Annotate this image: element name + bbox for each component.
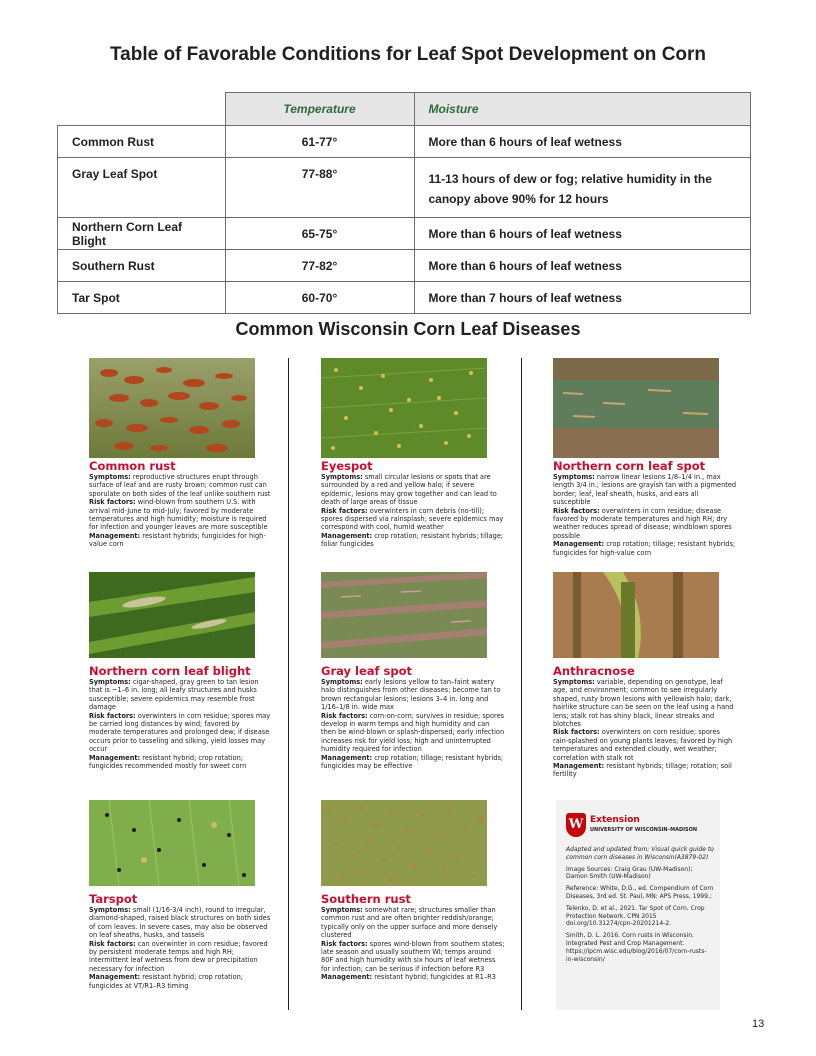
uw-crest-icon: W (566, 813, 586, 837)
page-number: 13 (752, 1018, 765, 1030)
column-divider (521, 358, 522, 1010)
disease-card-common-rust (89, 358, 273, 549)
extension-name: Extension (590, 815, 640, 825)
table-row (58, 126, 751, 158)
disease-description: Symptoms: early lesions yellow to tan–faint watery halo distinguishes from other diseases; become tan to brown rectangular lesions; lesions 3–4 in. long and 1/16–1/8 in. wide max Risk factors: corn-on-corn; survives in residue; spores develop in warm temps and high humidity and can then be wind-blown or splash-dispersed; early infection increases risk for yield loss; high and uninterrupted humidity required for infection Management: crop rotation; tillage; resistant hybrids; fungicides may be effective (321, 678, 505, 771)
disease-description: Symptoms: reproductive structures erupt through surface of leaf and are rusty brown; common rust can sporulate on both sides of the leaf unlike southern rust Risk factors: wind-blown from southern U.S. with arrival mid-June to mid-July; favored by moderate temperatures and high humidity; moisture is required for infection and younger leaves are more susceptible Management: resistant hybrids; fungicides for high-value corn (89, 473, 271, 549)
table-row (58, 218, 751, 250)
disease-card-gray-leaf-spot (321, 572, 505, 770)
northern-corn-leaf-spot-photo (553, 358, 719, 458)
disease-cell: Southern Rust (58, 250, 226, 282)
disease-cell: Tar Spot (58, 282, 226, 314)
table-header-temperature: Temperature (225, 93, 414, 126)
disease-cell: Northern Corn Leaf Blight (58, 218, 226, 250)
page-title: Table of Favorable Conditions for Leaf Spot Development on Corn (109, 44, 707, 65)
reference-2: Telenko, D. et al., 2021. Tar Spot of Corn. Crop Protection Network. CPN 2015 doi.org/10.31274/cpn-20201214-2. (566, 904, 705, 928)
disease-name: Northern corn leaf blight (89, 664, 251, 678)
temperature-cell: 60-70° (225, 282, 414, 314)
disease-cell: Gray Leaf Spot (58, 158, 226, 218)
disease-name: Gray leaf spot (321, 664, 413, 678)
disease-description: Symptoms: cigar-shaped, gray green to tan lesion that is ~1–6 in. long; all leafy structures and husks susceptible; severe epidemics may resemble frost damage Risk factors: overwinters in corn residue; spores may be carried long distances by wind; favored by moderate temperatures and prolonged dew; if disease occurs prior to tasseling and silking, yield losses may occur Management: resistant hybrid; crop rotation; fungicides recommended mostly for sweet corn (89, 678, 271, 771)
conditions-table (57, 92, 751, 314)
disease-card-tarspot (89, 800, 273, 990)
disease-name: Anthracnose (553, 664, 635, 678)
temperature-cell: 65-75° (225, 218, 414, 250)
moisture-cell: More than 7 hours of leaf wetness (414, 282, 751, 314)
table-row (58, 158, 751, 218)
disease-name: Northern corn leaf spot (553, 459, 706, 473)
reference-1: Reference: White, D.G., ed. Compendium of Corn Diseases, 3rd ed. St. Paul, MN: APS Press, 1999.; (566, 885, 714, 900)
moisture-cell: More than 6 hours of leaf wetness (414, 250, 751, 282)
eyespot-photo (321, 358, 487, 458)
northern-corn-leaf-blight-photo (89, 572, 255, 672)
disease-description: Symptoms: somewhat rare; structures smaller than common rust and are often brighter reddish/orange; typically only on the upper surface and more densely clustered Risk factors: spores wind-blown from southern states; late season and usually southern WI; temps around 80F and high humidity with six hours of leaf wetness for infection; can be serious if infection before R3 Management: resistant hybrid; fungicides at R1–R3 (321, 906, 505, 982)
disease-name: Tarspot (89, 892, 138, 906)
column-divider (288, 358, 289, 1010)
adapted-note: Adapted and updated from: Visual quick guide to common corn diseases in Wisconsin(A3879-02) (566, 846, 714, 861)
table-row (58, 282, 751, 314)
table-header-moisture: Moisture (414, 93, 751, 126)
anthracnose-photo (553, 572, 719, 672)
table-header-row (58, 93, 751, 126)
extension-credits-box (556, 800, 720, 1010)
moisture-cell: More than 6 hours of leaf wetness (414, 218, 751, 250)
temperature-cell: 61-77° (225, 126, 414, 158)
common-rust-photo (89, 358, 255, 458)
disease-description: Symptoms: narrow linear lesions 1/8–1/4 in., max length 3/4 in.; lesions are grayish tan with a pigmented border; leaf, leaf sheath, husks, and ears all susceptible Risk factors: overwinters in corn residue; disease favored by moderate temperatures and high RH; dry weather reduces spread of disease; windblown spores possible Management: crop rotation; tillage; resistant hybrids; fungicides for high-value corn (553, 473, 737, 557)
table-header-empty (58, 93, 226, 126)
disease-cell: Common Rust (58, 126, 226, 158)
disease-card-northern-corn-leaf-spot (553, 358, 737, 557)
extension-credits-text (566, 846, 714, 967)
disease-name: Southern rust (321, 892, 411, 906)
table-row (58, 250, 751, 282)
section-title: Common Wisconsin Corn Leaf Diseases (235, 319, 581, 339)
disease-name: Eyespot (321, 459, 373, 473)
disease-description: Symptoms: small (1/16-3/4 inch), round to irregular, diamond-shaped, raised black structures on both sides of corn leaves. In severe cases, may also be observed on leaf sheaths, husks, and tassels Risk factors: can overwinter in corn residue; favored by persistent moderate temps and high RH; intermittent leaf wetness from dew or precipitation necessary for infection Management: resistant hybrid; crop rotation; fungicides at VT/R1–R3 timing (89, 906, 271, 990)
southern-rust-photo (321, 800, 487, 900)
moisture-cell: More than 6 hours of leaf wetness (414, 126, 751, 158)
extension-university: UNIVERSITY OF WISCONSIN–MADISON (590, 827, 697, 833)
disease-name: Common rust (89, 459, 176, 473)
moisture-cell: 11-13 hours of dew or fog; relative humidity in the canopy above 90% for 12 hours (414, 158, 751, 218)
disease-card-anthracnose (553, 572, 737, 779)
disease-card-northern-corn-leaf-blight (89, 572, 273, 770)
reference-3: Smith, D. L. 2016. Corn rusts in Wisconsin. Integrated Pest and Crop Management. https://ipcm.wisc.edu/blog/2016/07/corn-rusts-in-wisconsin/ (566, 932, 707, 963)
disease-card-southern-rust (321, 800, 505, 982)
disease-description: Symptoms: variable, depending on genotype, leaf age, and environment; common to see irregularly shaped, rusty brown lesions with yellowish halo; dark, hairlike structure can be seen on the leaf using a hand lens; stalk rot has shiny black, linear streaks and blotches Risk factors: overwinters on corn residue; spores rain-splashed on young plants leaves; favored by high temperatures and extended cloudy, wet weather; correlation with stalk rot Management: resistant hybrids; tillage; rotation; soil fertility (553, 678, 734, 779)
tarspot-photo (89, 800, 255, 900)
temperature-cell: 77-88° (225, 158, 414, 218)
temperature-cell: 77-82° (225, 250, 414, 282)
disease-description: Symptoms: small circular lesions or spots that are surrounded by a red and yellow halo; if severe epidemic, lesions may grow together and can lead to death of large areas of tissue Risk factors: overwinters in corn debris (no-till); spores dispersed via rainsplash; severe epidemics may correspond with cool, humid weather Management: crop rotation; resistant hybrids; tillage; foliar fungicides (321, 473, 504, 549)
image-sources: Image Sources: Craig Grau (UW-Madison); Damon Smith (UW-Madison) (566, 865, 693, 881)
gray-leaf-spot-photo (321, 572, 487, 672)
disease-card-eyespot (321, 358, 505, 549)
